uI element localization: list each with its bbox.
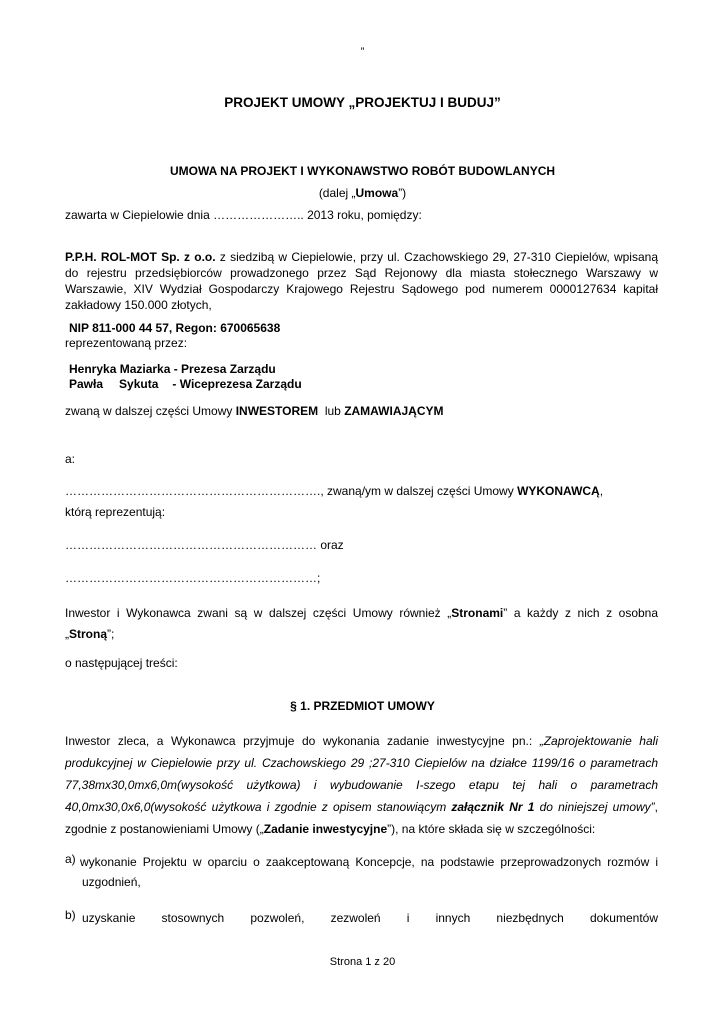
contract-subtitle: UMOWA NA PROJEKT I WYKONAWSTWO ROBÓT BUDOWLANYCH	[169, 164, 556, 178]
party2-line	[65, 484, 603, 498]
item-a-text: wykonanie Projektu w oparciu o zaakceptowaną Koncepcje, na podstawie przeprowadzonych rozmów i uzgodnień,	[80, 855, 658, 889]
rep2-last: Sykuta	[119, 377, 159, 391]
document-title: PROJEKT UMOWY „PROJEKTUJ I BUDUJ”	[224, 95, 501, 110]
parties-term2: Stroną	[69, 627, 108, 641]
alias-post: ”)	[398, 186, 407, 200]
party1-description: z siedzibą w Ciepielowie, przy ul. Czachowskiego 29, 27-310 Ciepielów, wpisaną do rejestru przedsiębiorców prowadzonego przez Sąd Rejonowy dla miasta stołecznego Warszawy w Warszawie, XIV Wydział Gospodarczy Krajowego Rejestru Sądowego pod numerem 0000127634 kapitał zakładowy 150.000 złotych,	[65, 250, 658, 312]
parties-term1: Stronami	[451, 606, 504, 620]
parties-post: ”;	[107, 627, 115, 641]
intro-bold: załącznik Nr 1	[451, 800, 535, 814]
rep2-role: - Wiceprezesa Zarządu	[172, 377, 302, 391]
party1-name: P.P.H. ROL-MOT Sp. z o.o.	[65, 250, 216, 264]
header-mark: ”	[360, 46, 365, 58]
party1-called	[65, 404, 444, 418]
party2-dots2: ………………………………………………………;	[65, 571, 321, 585]
contract-alias	[0, 186, 725, 200]
party2-line-pre: ………………………………………………………., zwaną/ym w dalszej części Umowy	[65, 484, 518, 498]
called-pre: zwaną w dalszej części Umowy	[65, 404, 236, 418]
called-mid: lub	[318, 404, 345, 418]
party2-dots1: ……………………………………………………… oraz	[65, 538, 344, 552]
intro-term: Zadanie inwestycyjne	[263, 822, 388, 836]
item-b-marker: b)	[65, 908, 76, 922]
called-term2: ZAMAWIAJĄCYM	[344, 404, 444, 418]
parties-pre: Inwestor i Wykonawca zwani są w dalszej części Umowy również „	[65, 606, 452, 620]
page-footer: Strona 1 z 20	[329, 956, 396, 968]
alias-pre: (dalej „	[318, 186, 356, 200]
called-term1: INWESTOREM	[235, 404, 319, 418]
party1-nip: NIP 811-000 44 57, Regon: 670065638	[69, 321, 281, 335]
party1-rep1: Henryka Maziarka - Prezesa Zarządu	[69, 362, 276, 376]
intro-mid: , zgodnie z postanowieniami Umowy („	[65, 800, 659, 836]
party1-paragraph	[65, 249, 658, 313]
party2-line-term: WYKONAWCĄ	[517, 484, 600, 498]
concluded-line: zawarta w Ciepielowie dnia ………………….. 2013 roku, pomiędzy:	[65, 208, 422, 222]
party1-represented-by: reprezentowaną przez:	[65, 336, 188, 350]
parties-paragraph	[65, 603, 658, 645]
intro-post: ”), na które składa się w szczególności:	[387, 822, 596, 836]
item-a-marker: a)	[65, 852, 76, 866]
party2-represented: którą reprezentują:	[65, 505, 166, 519]
intro-italic1: „Zaprojektowanie hali produkcyjnej w Ciepielowie przy ul. Czachowskiego 29 ;27-310 Ciepielów na działce 1199/16 o parametrach 77,38mx30,0mx6,0m(wysokość użytkowa) i wybudowanie I-szego etapu tej hali o parametrach 40,0mx30,0x6,0(wysokość użytkowa i zgodnie z opisem stanowiącym	[65, 734, 658, 814]
section1-heading: § 1. PRZEDMIOT UMOWY	[290, 699, 435, 713]
intro-italic2: do niniejszej umowy”	[534, 800, 655, 814]
intro-pre: Inwestor zleca, a Wykonawca przyjmuje do wykonania zadanie inwestycyjne pn.:	[65, 734, 540, 748]
following-line: o następującej treści:	[65, 656, 178, 670]
parties-mid: ” a każdy z nich z osobna „	[65, 606, 659, 641]
alias-term: Umowa	[355, 186, 399, 200]
section1-intro	[65, 730, 658, 840]
item-b-text: uzyskanie stosownych pozwoleń, zezwoleń i innych niezbędnych dokumentów	[82, 911, 658, 925]
rep2-first: Pawła	[69, 377, 104, 391]
party1-rep2	[69, 377, 302, 391]
and-line: a:	[65, 452, 76, 466]
party2-line-post: ,	[599, 484, 604, 498]
